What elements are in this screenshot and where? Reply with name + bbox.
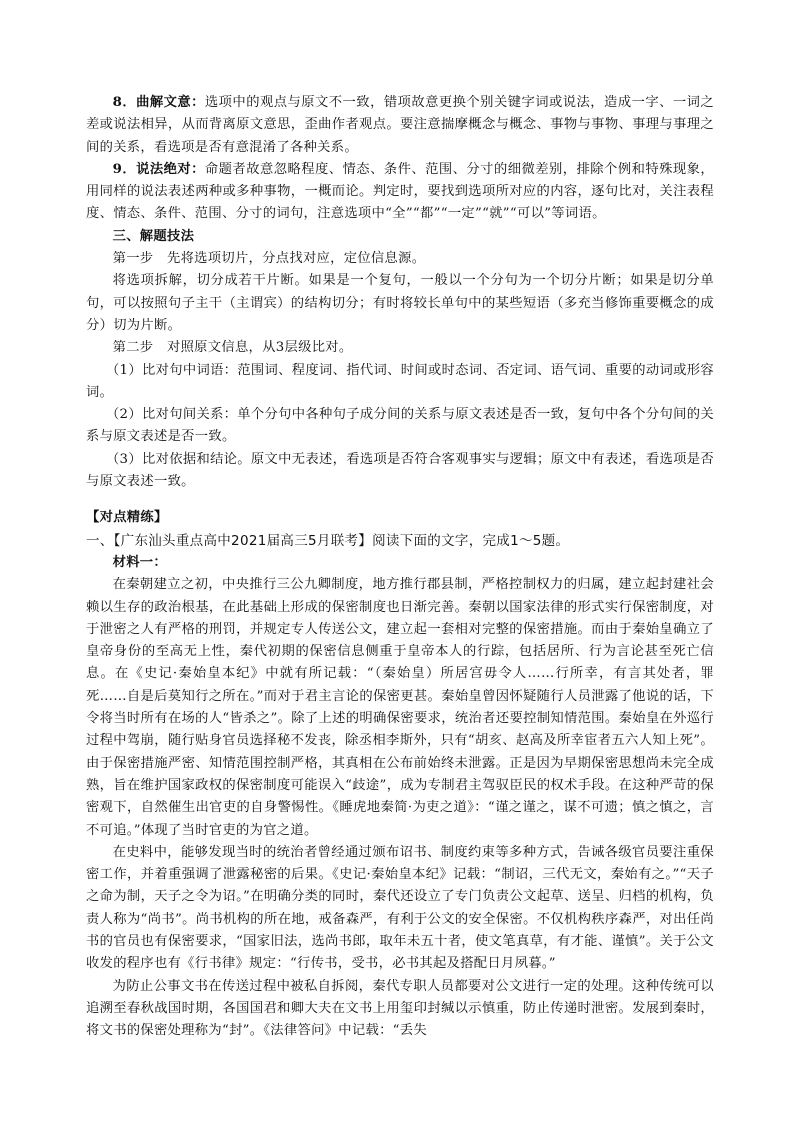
document-body	[86, 92, 714, 1042]
exam-prefix: 一、	[86, 532, 114, 549]
step-2: 第二步 对照原文信息，从3层级比对。	[112, 340, 353, 356]
material-label: 材料一：	[112, 554, 167, 570]
material-paragraph-1: 在秦朝建立之初，中央推行三公九卿制度，地方推行郡县制，严格控制权力的归属，建立起封建社会赖以生存的政治根基，在此基础上形成的保密制度也日渐完善。秦朝以国家法律的形式实行保密制度，对于泄密之人有严格的刑罚，并规定专人传送公文，建立起一套相对完整的保密措施。而由于秦始皇确立了皇帝身份的至高无上性，秦代初期的保密信息侧重于皇帝本人的行踪，包括居所、行为言论甚至死亡信息。在《史记·秦始皇本纪》中就有所记载：“（秦始皇）所居宫毋令人……行所幸，有言其处者，罪死……自是后莫知行之所在。”而对于君主言论的保密更甚。秦始皇曾因怀疑随行人员泄露了他说的话，下令将当时所有在场的人“皆杀之”。除了上述的明确保密要求，统治者还要控制知情范围。秦始皇在外巡行过程中驾崩，随行贴身官员选择秘不发丧，除丞相李斯外，只有“胡亥、赵高及所幸宦者五六人知上死”。由于保密措施严密、知情范围控制严格，其真相在公布前始终未泄露。正是因为早期保密思想尚未完全成熟，旨在维护国家政权的保密制度可能误入“歧途”，成为专制君主驾驭臣民的权术手段。在这种严苛的保密观下，自然催生出官吏的自身警惕性。《睡虎地秦简·为吏之道》：“谨之谨之，谋不可遗；慎之慎之，言不可追。”体现了当时官吏的为官之道。	[86, 577, 714, 838]
material-paragraph-3: 为防止公事文书在传送过程中被私自拆阅，秦代专职人员都要对公文进行一定的处理。这种传统可以追溯至春秋战国时期，各国国君和卿大夫在文书上用玺印封缄以示慎重，防止传递时泄密。发展到秦时，将文书的保密处理称为“封”。《法律答问》中记载：“丢失	[86, 978, 714, 1039]
compare-2: （2）比对句间关系：单个分句中各种句子成分间的关系与原文表述是否一致，复句中各个分句间的关系与原文表述是否一致。	[86, 407, 714, 445]
section-9-text: 命题者故意忽略程度、情态、条件、范围、分寸的细微差别，排除个例和特殊现象，用同样的说法表述两种或多种事物，一概而论。判定时，要找到选项所对应的内容，逐句比对，关注表程度、情态、条件、范围、分寸的词句，注意选项中“全”“都”“一定”“就”“可以”等词语。	[86, 161, 714, 222]
exam-source: 【广东汕头重点高中2021届高三5月联考】	[113, 532, 373, 549]
material-paragraph-2: 在史料中，能够发现当时的统治者曾经通过颁布诏书、制度约束等多种方式，告诫各级官员要注重保密工作，并着重强调了泄露秘密的后果。《史记·秦始皇本纪》记载：“制诏，三代无文，秦始有之。”“天子之命为制，天子之令为诏。”在明确分类的同时，秦代还设立了专门负责公文起草、送呈、归档的机构，负责人称为“尚书”。尚书机构的所在地，戒备森严，有利于公文的安全保密。不仅机构秩序森严，对出任尚书的官员也有保密要求，“国家旧法，选尚书郎，取年未五十者，使文笔真草，有才能、谨慎”。关于公文收发的程序也有《行书律》规定：“行传书，受书，必书其起及搭配日月夙暮。”	[86, 844, 714, 972]
compare-1: （1）比对句中词语：范围词、程度词、指代词、时间或时态词、否定词、语气词、重要的动词或形容词。	[86, 362, 714, 400]
section-9-label: 9．说法绝对：	[112, 161, 205, 177]
exam-instruction: 阅读下面的文字，完成1～5题。	[372, 532, 570, 549]
section-9	[86, 159, 714, 226]
practice-title: 【对点精练】	[86, 510, 168, 526]
step-1: 第一步 先将选项切片，分点找对应，定位信息源。	[112, 251, 426, 267]
section-8	[86, 92, 714, 159]
compare-3: （3）比对依据和结论。原文中无表述，看选项是否符合客观事实与逻辑；原文中有表述，看选项是否与原文表述一致。	[86, 451, 714, 490]
section-3-title: 三、解题技法	[112, 228, 195, 244]
section-8-label: 8．曲解文意：	[112, 95, 205, 110]
spacer	[86, 493, 714, 507]
section-8-text: 选项中的观点与原文不一致，错项故意更换个别关键字词或说法，造成一字、一词之差或说法相异，从而背离原文意思，歪曲作者观点。要注意揣摩概念与概念、事物与事物、事理与事理之间的关系，看选项是否有意混淆了各种关系。	[86, 95, 714, 155]
step-1-detail: 将选项拆解，切分成若干片断。如果是一个复句，一般以一个分句为一个切分片断；如果是切分单句，可以按照句子主干（主谓宾）的结构切分；有时将较长单句中的某些短语（多充当修饰重要概念的成分）切为片断。	[86, 273, 714, 333]
exam-heading	[86, 530, 714, 552]
